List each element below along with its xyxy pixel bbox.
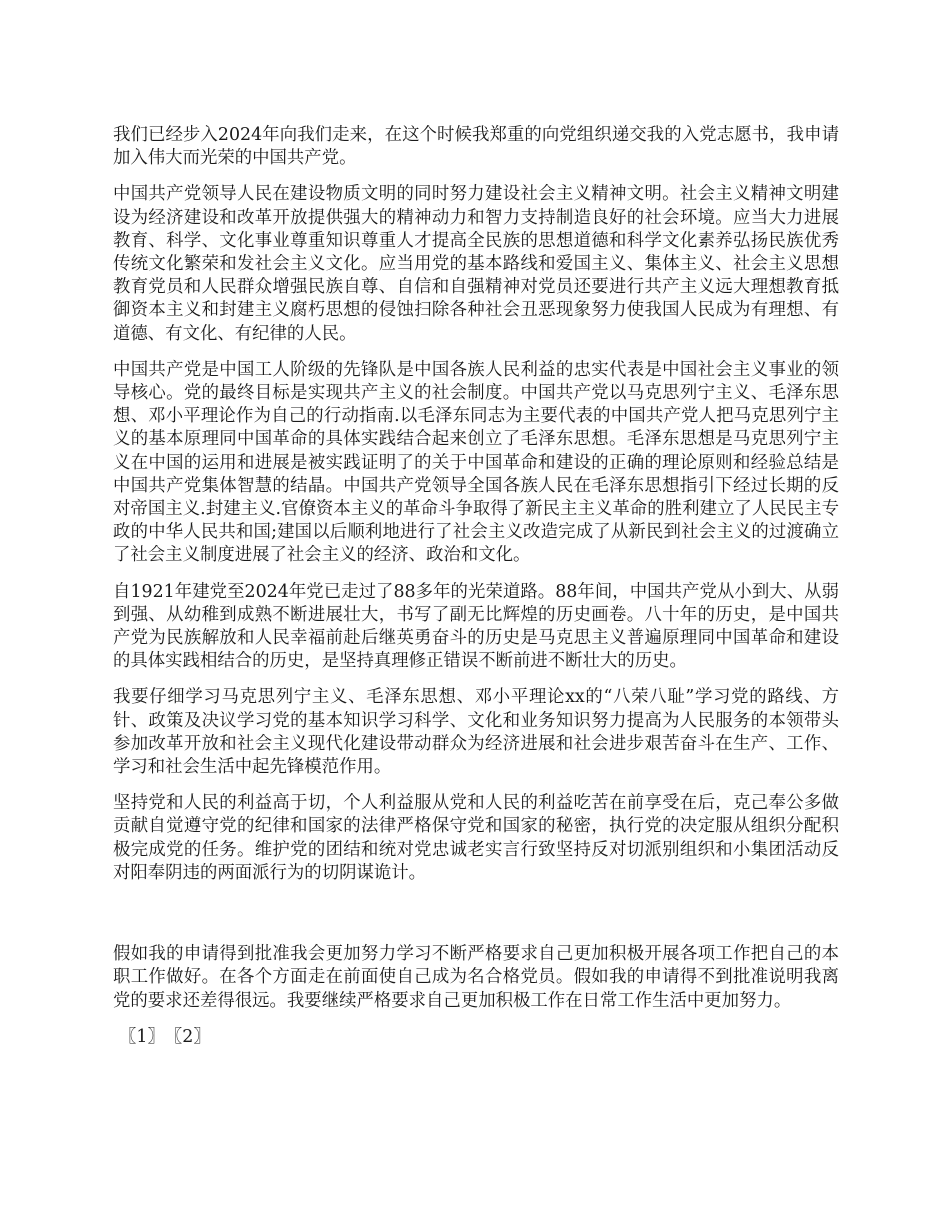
paragraph-party-interests: 坚持党和人民的利益高于切，个人利益服从党和人民的利益吃苦在前享受在后，克己奉公多做贡献自觉遵守党的纪律和国家的法律严格保守党和国家的秘密，执行党的决定服从组织分配积极完成党的任务。维护党的团结和统对党忠诚老实言行致坚持反对切派别组织和小集团活动反对阳奉阴违的两面派行为的切阴谋诡计。 — [113, 793, 839, 883]
pagination — [119, 1026, 839, 1049]
paragraph-intro: 我们已经步入2024年向我们走来，在这个时候我郑重的向党组织递交我的入党志愿书，我申请加入伟大而光荣的中国共产党。 — [113, 125, 839, 169]
paragraph-closing: 假如我的申请得到批准我会更加努力学习不断严格要求自己更加积极开展各项工作把自己的本职工作做好。在各个方面走在前面使自己成为名合格党员。假如我的申请得不到批准说明我离党的要求还差得很远。我要继续严格要求自己更加积极工作在日常工作生活中更加努力。 — [113, 944, 839, 1011]
paragraph-party-nature: 中国共产党是中国工人阶级的先锋队是中国各族人民利益的忠实代表是中国社会主义事业的领导核心。党的最终目标是实现共产主义的社会制度。中国共产党以马克思列宁主义、毛泽东思想、邓小平理论作为自己的行动指南.以毛泽东同志为主要代表的中国共产党人把马克思列宁主义的基本原理同中国革命的具体实践结合起来创立了毛泽东思想。毛泽东思想是马克思列宁主义在中国的运用和进展是被实践证明了的关于中国革命和建设的正确的理论原则和经验总结是中国共产党集体智慧的结晶。中国共产党领导全国各族人民在毛泽东思想指引下经过长期的反对帝国主义.封建主义.官僚资本主义的革命斗争取得了新民主主义革命的胜利建立了人民民主专政的中华人民共和国;建国以后顺利地进行了社会主义改造完成了从新民到社会主义的过渡确立了社会主义制度进展了社会主义的经济、政治和文化。 — [113, 359, 839, 566]
page-link-2[interactable]: 〖2〗 — [164, 1026, 211, 1047]
paragraph-party-history: 自1921年建党至2024年党已走过了88多年的光荣道路。88年间，中国共产党从小到大、从弱到强、从幼稚到成熟不断进展壮大，书写了副无比辉煌的历史画卷。八十年的历史，是中国共产党为民族解放和人民幸福前赴后继英勇奋斗的历史是马克思主义普遍原理同中国革命和建设的具体实践相结合的历史，是坚持真理修正错误不断前进不断壮大的历史。 — [113, 581, 839, 672]
paragraph-spiritual-civilization: 中国共产党领导人民在建设物质文明的同时努力建设社会主义精神文明。社会主义精神文明建设为经济建设和改革开放提供强大的精神动力和智力支持制造良好的社会环境。应当大力进展教育、科学、文化事业尊重知识尊重人才提高全民族的思想道德和科学文化素养弘扬民族优秀传统文化繁荣和发社会主义文化。应当用党的基本路线和爱国主义、集体主义、社会主义思想教育党员和人民群众增强民族自尊、自信和自强精神对党员还要进行共产主义远大理想教育抵御资本主义和封建主义腐朽思想的侵蚀扫除各种社会丑恶现象努力使我国人民成为有理想、有道德、有文化、有纪律的人民。 — [113, 184, 839, 344]
document-body — [113, 124, 839, 1049]
paragraph-study-commitment: 我要仔细学习马克思列宁主义、毛泽东思想、邓小平理论xx的“八荣八耻”学习党的路线、方针、政策及决议学习党的基本知识学习科学、文化和业务知识努力提高为人民服务的本领带头参加改革开放和社会主义现代化建设带动群众为经济进展和社会进步艰苦奋斗在生产、工作、学习和社会生活中起先锋模范作用。 — [113, 687, 839, 778]
page-link-1[interactable]: 〖1〗 — [119, 1026, 165, 1047]
